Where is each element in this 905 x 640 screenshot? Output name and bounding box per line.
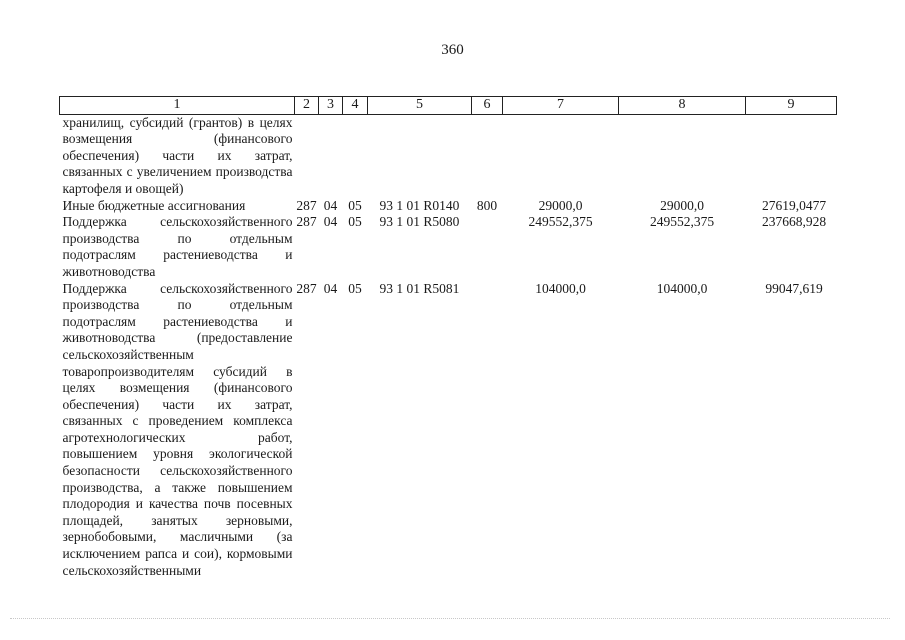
header-col-2: 2 (295, 97, 319, 115)
row-name: Поддержка сельскохозяйственного производства по отдельным подотраслям растениеводства и животноводства (62, 214, 293, 279)
row-rz: 04 (323, 280, 338, 296)
row-vr (472, 281, 503, 580)
row-vr (472, 214, 503, 280)
row-csr: 93 1 01 R5081 (379, 280, 460, 296)
row-csr (368, 114, 472, 197)
table-row (60, 281, 837, 580)
row-pr (343, 114, 368, 197)
row-ved: 287 (296, 280, 317, 296)
row-utv: 249552,375 (649, 214, 715, 230)
row-plan: 29000,0 (538, 197, 583, 213)
row-name: Поддержка сельскохозяйственного производства по отдельным подотраслям растениеводства и животноводства (предоставление сельскохозяйственным товаропроизводителям субсидий в целях возмещения (финансового обеспечения) части их затрат, связанных с проведением комплекса агротехнологических работ, повышением уровня экологической безопасности сельскохозяйственного производства, а также повышением плодородия и качества почв посевных площадей, занятых зерновыми, зернобобовыми, масличными (за исключением рапса и сои), кормовыми сельскохозяйственными (62, 280, 293, 578)
table-row (60, 114, 837, 197)
scan-edge-divider (10, 618, 890, 619)
row-pr: 05 (348, 214, 362, 230)
row-vr (472, 114, 503, 197)
row-ved: 287 (296, 197, 317, 213)
table-row (60, 214, 837, 280)
header-col-5: 5 (368, 97, 472, 115)
table-row (60, 198, 837, 215)
row-pr: 05 (348, 280, 362, 296)
row-utv (619, 114, 746, 197)
header-row (60, 97, 837, 115)
budget-table (59, 96, 837, 579)
row-plan (503, 114, 619, 197)
row-vr: 800 (476, 197, 498, 213)
row-csr: 93 1 01 R0140 (379, 197, 460, 213)
row-rz: 04 (323, 214, 338, 230)
row-isp: 99047,619 (765, 280, 823, 296)
header-col-4: 4 (343, 97, 368, 115)
row-ved: 287 (296, 214, 317, 230)
header-col-8: 8 (619, 97, 746, 115)
row-isp: 237668,928 (761, 214, 827, 230)
row-isp: 27619,0477 (761, 197, 827, 213)
header-col-9: 9 (746, 97, 837, 115)
row-rz (319, 114, 343, 197)
row-utv: 104000,0 (656, 280, 708, 296)
row-utv: 29000,0 (660, 197, 704, 213)
header-col-6: 6 (472, 97, 503, 115)
row-isp (746, 114, 837, 197)
header-col-3: 3 (319, 97, 343, 115)
row-rz: 04 (323, 197, 338, 213)
row-ved (295, 114, 319, 197)
page-number: 360 (441, 42, 464, 58)
row-plan: 104000,0 (535, 280, 586, 296)
header-col-1: 1 (60, 97, 295, 115)
row-name: хранилищ, субсидий (грантов) в целях возмещения (финансового обеспечения) части их затрат, связанных с увеличением производства картофеля и овощей) (62, 114, 293, 196)
row-pr: 05 (348, 197, 362, 213)
row-csr: 93 1 01 R5080 (379, 214, 460, 230)
row-plan: 249552,375 (528, 214, 593, 230)
header-col-7: 7 (503, 97, 619, 115)
row-name: Иные бюджетные ассигнования (62, 197, 246, 213)
